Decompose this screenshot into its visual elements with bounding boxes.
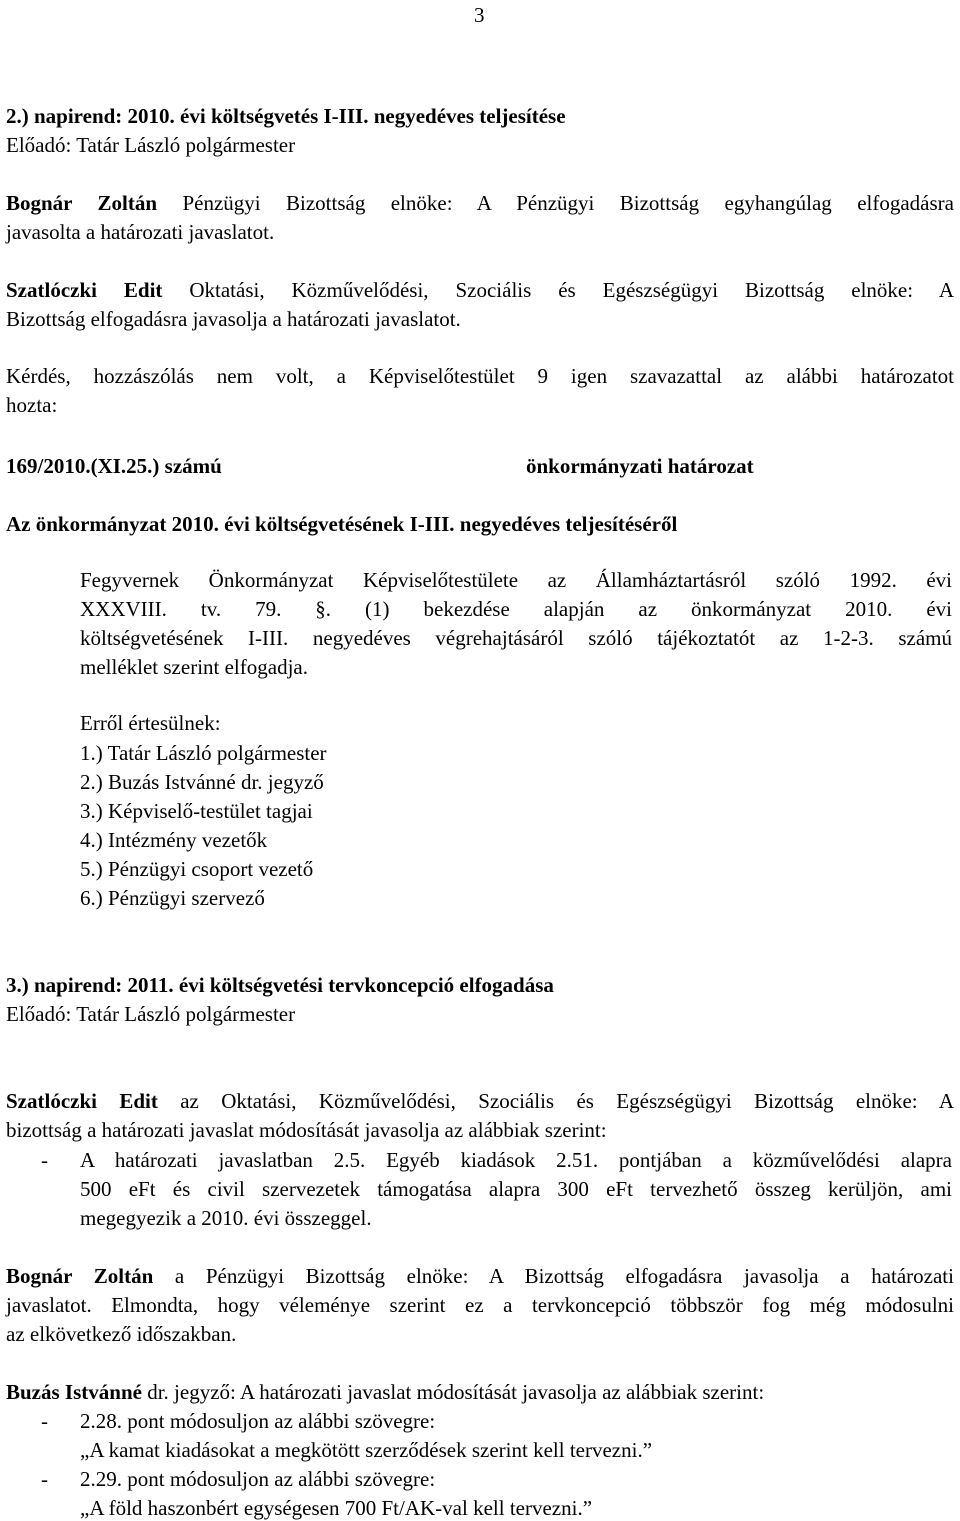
agenda-item-3-presenter: Előadó: Tatár László polgármester xyxy=(6,1002,296,1026)
notify-title: Erről értesülnek: xyxy=(80,711,221,735)
resolution-body xyxy=(80,570,952,686)
paragraph-text: dr. jegyző: A határozati javaslat módosítását javasolja az alábbiak szerint: xyxy=(141,1380,765,1404)
resolution-text: XXXVIII. tv. 79. §. (1) bekezdése alapján az önkormányzat 2010. évi xyxy=(80,597,952,621)
paragraph-text: 500 eFt és civil szervezetek támogatása alapra 300 eFt tervezhető összeg kerüljön, ami xyxy=(80,1177,952,1201)
amendment-point: 2.29. pont módosuljon az alábbi szövegre: xyxy=(80,1467,436,1491)
speaker-name: Szatlóczki Edit xyxy=(6,278,163,302)
paragraph-vote xyxy=(6,366,954,424)
list-item: 4.) Intézmény vezetők xyxy=(80,828,268,852)
bullet-dash: - xyxy=(41,1409,48,1433)
resolution-text: melléklet szerint elfogadja. xyxy=(80,655,308,679)
agenda-item-2-presenter: Előadó: Tatár László polgármester xyxy=(6,133,296,157)
list-item: 5.) Pénzügyi csoport vezető xyxy=(80,857,314,881)
list-item: 2.) Buzás Istvánné dr. jegyző xyxy=(80,770,324,794)
speaker-name: Bognár Zoltán xyxy=(6,191,158,215)
list-item: 6.) Pénzügyi szervező xyxy=(80,886,265,910)
amendment-point: 2.28. pont módosuljon az alábbi szövegre: xyxy=(80,1409,436,1433)
bullet-dash: - xyxy=(41,1148,48,1172)
paragraph-text: az elkövetkező időszakban. xyxy=(6,1322,237,1346)
bullet-dash: - xyxy=(41,1467,48,1491)
amendment-quote: „A kamat kiadásokat a megkötött szerződések szerint kell tervezni.” xyxy=(80,1438,653,1462)
page-number: 3 xyxy=(474,3,485,27)
speaker-name: Bognár Zoltán xyxy=(6,1264,154,1288)
paragraph-text: Bizottság elfogadásra javasolja a határozati javaslatot. xyxy=(6,307,461,331)
resolution-type: önkormányzati határozat xyxy=(526,454,754,478)
paragraph-text: Pénzügyi Bizottság elnöke: A Pénzügyi Bizottság egyhangúlag elfogadásra xyxy=(157,191,954,215)
paragraph-text: Oktatási, Közművelődési, Szociális és Egészségügyi Bizottság elnöke: A xyxy=(162,278,954,302)
paragraph-text: A határozati javaslatban 2.5. Egyéb kiadások 2.51. pontjában a közművelődési alapra xyxy=(80,1148,952,1172)
amendment-quote: „A föld haszonbért egységesen 700 Ft/AK-val kell tervezni.” xyxy=(80,1496,593,1520)
paragraph-text: javaslatot. Elmondta, hogy véleménye szerint ez a tervkoncepció többször fog még módosulni xyxy=(6,1293,954,1317)
resolution-title: Az önkormányzat 2010. évi költségvetésének I-III. negyedéves teljesítéséről xyxy=(6,512,678,536)
paragraph-buzas-proposal xyxy=(6,1382,764,1403)
paragraph-text: bizottság a határozati javaslat módosítását javasolja az alábbiak szerint: xyxy=(6,1118,607,1142)
speaker-name: Szatlóczki Edit xyxy=(6,1089,158,1113)
paragraph-text: javasolta a határozati javaslatot. xyxy=(6,220,275,244)
resolution-text: Fegyvernek Önkormányzat Képviselőtestülete az Államháztartásról szóló 1992. évi xyxy=(80,568,952,592)
agenda-item-3-heading: 3.) napirend: 2011. évi költségvetési tervkoncepció elfogadása xyxy=(6,973,554,997)
bullet-text xyxy=(80,1150,952,1237)
paragraph-szatloczki-committee xyxy=(6,280,954,338)
resolution-text: költségvetésének I-III. negyedéves végrehajtásáról szóló tájékoztatót az 1-2-3. számú xyxy=(80,626,952,650)
list-item: 3.) Képviselő-testület tagjai xyxy=(80,799,313,823)
paragraph-text: hozta: xyxy=(6,393,58,417)
paragraph-text: az Oktatási, Közművelődési, Szociális és Egészségügyi Bizottság elnöke: A xyxy=(157,1089,955,1113)
paragraph-text: megegyezik a 2010. évi összeggel. xyxy=(80,1206,372,1230)
paragraph-text: a Pénzügyi Bizottság elnöke: A Bizottság elfogadásra javasolja a határozati xyxy=(153,1264,954,1288)
speaker-name: Buzás Istvánné xyxy=(6,1380,142,1404)
paragraph-bognar-committee xyxy=(6,193,954,251)
paragraph-szatloczki-proposal xyxy=(6,1091,954,1149)
resolution-number: 169/2010.(XI.25.) számú xyxy=(6,454,222,478)
agenda-item-2-heading: 2.) napirend: 2010. évi költségvetés I-III. negyedéves teljesítése xyxy=(6,104,566,128)
list-item: 1.) Tatár László polgármester xyxy=(80,741,327,765)
paragraph-text: Kérdés, hozzászólás nem volt, a Képviselőtestület 9 igen szavazattal az alábbi határozatot xyxy=(6,364,954,388)
paragraph-bognar-proposal xyxy=(6,1266,954,1353)
